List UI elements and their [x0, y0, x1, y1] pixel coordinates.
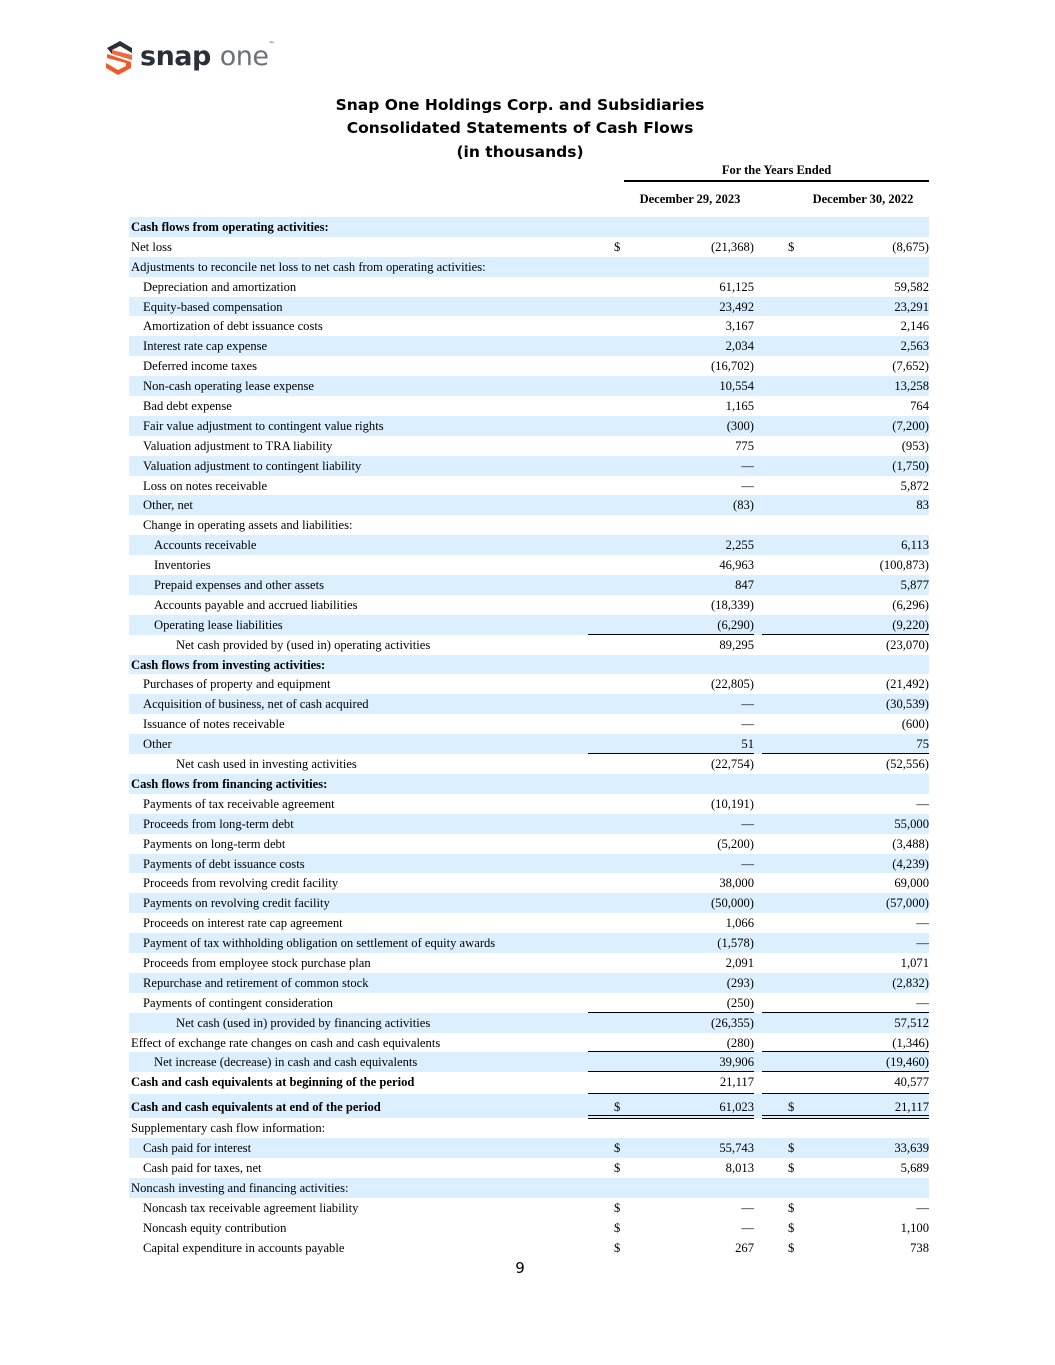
value-2023: —: [741, 458, 754, 473]
table-row: [129, 814, 929, 834]
value-2023: —: [741, 1220, 754, 1235]
table-row: [129, 376, 929, 396]
subtotal-rule: [588, 1071, 754, 1072]
row-label: Net cash used in investing activities: [176, 757, 357, 772]
table-row: [129, 774, 929, 794]
currency-symbol: $: [614, 1240, 621, 1255]
row-label: Issuance of notes receivable: [143, 717, 285, 732]
value-2022: (3,488): [892, 836, 929, 851]
value-2023: 46,963: [719, 558, 754, 573]
value-2023: —: [741, 1200, 754, 1215]
table-row: [129, 635, 929, 655]
row-label: Deferred income taxes: [143, 359, 257, 374]
value-2023: 8,013: [725, 1160, 754, 1175]
table-row: [129, 873, 929, 893]
statement-title: Consolidated Statements of Cash Flows: [346, 119, 694, 138]
subtotal-rule: [588, 753, 754, 754]
value-2022: (100,873): [879, 558, 929, 573]
value-2023: 21,117: [719, 1075, 754, 1090]
row-label: Depreciation and amortization: [143, 279, 297, 294]
value-2023: (22,805): [710, 677, 754, 692]
value-2023: —: [741, 816, 754, 831]
currency-symbol: $: [788, 1220, 795, 1235]
value-2023: 89,295: [719, 637, 754, 652]
value-2022: 6,113: [901, 538, 929, 553]
value-2022: 13,258: [894, 379, 929, 394]
value-2022: —: [916, 1200, 929, 1215]
table-row: [129, 456, 929, 476]
value-2022: —: [916, 936, 929, 951]
table-row: [129, 655, 929, 675]
table-row: [129, 1138, 929, 1158]
row-label: Valuation adjustment to TRA liability: [143, 438, 333, 453]
table-row: [129, 794, 929, 814]
value-2022: (8,675): [892, 239, 929, 254]
value-2022: (23,070): [885, 637, 929, 652]
table-row: [129, 495, 929, 515]
cash-flow-table: [129, 217, 929, 1257]
value-2023: (300): [726, 418, 754, 433]
logo-trademark: ™: [268, 40, 274, 48]
table-row: [129, 416, 929, 436]
logo-text-snap: snap: [140, 40, 211, 72]
value-2023: 10,554: [719, 379, 754, 394]
value-2022: 1,071: [900, 955, 929, 970]
value-2023: —: [741, 717, 754, 732]
value-2022: (7,652): [892, 359, 929, 374]
table-row: [129, 1072, 929, 1092]
currency-symbol: $: [614, 1160, 621, 1175]
row-label: Inventories: [154, 558, 211, 573]
value-2022: (600): [901, 717, 929, 732]
period-header-rule: [624, 180, 929, 182]
table-row: [129, 595, 929, 615]
value-2023: (16,702): [710, 359, 754, 374]
subtotal-rule: [762, 1012, 929, 1013]
table-row: [129, 237, 929, 257]
value-2023: —: [741, 697, 754, 712]
row-label: Prepaid expenses and other assets: [154, 578, 324, 593]
table-row: [129, 555, 929, 575]
table-row: [129, 1013, 929, 1033]
row-label: Payments on long-term debt: [143, 836, 286, 851]
currency-symbol: $: [614, 1141, 621, 1156]
value-2022: 75: [916, 737, 929, 752]
snap-one-logo: [104, 40, 274, 76]
row-label: Operating lease liabilities: [154, 617, 283, 632]
value-2022: 23,291: [894, 299, 929, 314]
value-2022: (9,220): [892, 617, 929, 632]
value-2022: (19,460): [885, 1055, 929, 1070]
row-label: Other, net: [143, 498, 193, 513]
subtotal-rule: [588, 1012, 754, 1013]
row-label: Payment of tax withholding obligation on settlement of equity awards: [143, 936, 496, 951]
row-label: Cash and cash equivalents at end of the period: [131, 1100, 381, 1115]
value-2023: 2,091: [725, 955, 754, 970]
row-label: Noncash investing and financing activities:: [131, 1180, 349, 1195]
value-2022: (4,239): [892, 856, 929, 871]
value-2022: 5,689: [900, 1160, 929, 1175]
row-label: Noncash tax receivable agreement liability: [143, 1200, 359, 1215]
table-row: [129, 1178, 929, 1198]
value-2023: (5,200): [717, 836, 754, 851]
table-row: [129, 356, 929, 376]
row-label: Other: [143, 737, 172, 752]
row-label: Amortization of debt issuance costs: [143, 319, 323, 334]
table-row: [129, 277, 929, 297]
table-row: [129, 1218, 929, 1238]
subtotal-rule: [588, 1051, 754, 1052]
table-row: [129, 575, 929, 595]
value-2023: 38,000: [719, 876, 754, 891]
logo-wordmark: [140, 41, 274, 72]
value-2023: (6,290): [717, 617, 754, 632]
table-row: [129, 476, 929, 496]
currency-symbol: $: [788, 1100, 795, 1115]
table-row: [129, 893, 929, 913]
value-2022: —: [916, 995, 929, 1010]
row-label: Proceeds from employee stock purchase plan: [143, 955, 371, 970]
value-2022: 5,872: [900, 478, 929, 493]
value-2022: (21,492): [885, 677, 929, 692]
value-2023: 1,165: [725, 399, 754, 414]
snap-one-s-mark-icon: [104, 40, 134, 76]
row-label: Proceeds from long-term debt: [143, 816, 294, 831]
value-2023: 2,255: [725, 538, 754, 553]
row-label: Accounts payable and accrued liabilities: [154, 597, 358, 612]
table-row: [129, 257, 929, 277]
row-label: Loss on notes receivable: [143, 478, 268, 493]
value-2023: 51: [741, 737, 754, 752]
table-row: [129, 316, 929, 336]
value-2022: (57,000): [885, 896, 929, 911]
row-label: Noncash equity contribution: [143, 1220, 287, 1235]
row-label: Non-cash operating lease expense: [143, 379, 314, 394]
row-label: Cash and cash equivalents at beginning of the period: [131, 1075, 415, 1090]
subtotal-rule: [762, 634, 929, 635]
table-row: [129, 913, 929, 933]
column-header-2022: December 30, 2022: [812, 192, 914, 206]
row-label: Cash paid for interest: [143, 1141, 252, 1156]
row-label: Bad debt expense: [143, 399, 232, 414]
row-label: Payments of tax receivable agreement: [143, 796, 335, 811]
value-2022: 33,639: [894, 1141, 929, 1156]
currency-symbol: $: [788, 1141, 795, 1156]
value-2022: 83: [916, 498, 929, 513]
row-label: Payments of contingent consideration: [143, 995, 333, 1010]
value-2022: (7,200): [892, 418, 929, 433]
document-title-block: [0, 94, 1040, 164]
table-row: [129, 396, 929, 416]
value-2023: 61,125: [719, 279, 754, 294]
value-2022: 738: [910, 1240, 929, 1255]
period-header: For the Years Ended: [721, 163, 832, 177]
table-row: [129, 674, 929, 694]
table-row: [129, 297, 929, 317]
value-2023: (22,754): [710, 757, 754, 772]
table-row: [129, 535, 929, 555]
table-row: [129, 933, 929, 953]
row-label: Acquisition of business, net of cash acquired: [143, 697, 369, 712]
table-row: [129, 436, 929, 456]
value-2023: 267: [735, 1240, 754, 1255]
value-2022: 40,577: [894, 1075, 929, 1090]
value-2023: —: [741, 478, 754, 493]
row-label: Proceeds on interest rate cap agreement: [143, 916, 343, 931]
value-2023: (50,000): [710, 896, 754, 911]
currency-symbol: $: [788, 1160, 795, 1175]
table-row: [129, 714, 929, 734]
table-row: [129, 336, 929, 356]
value-2022: (1,346): [892, 1035, 929, 1050]
table-row: [129, 854, 929, 874]
currency-symbol: $: [614, 239, 621, 254]
value-2022: 55,000: [894, 816, 929, 831]
row-label: Cash flows from financing activities:: [131, 776, 328, 791]
total-top-rule: [762, 1093, 929, 1094]
row-label: Net increase (decrease) in cash and cash equivalents: [154, 1055, 418, 1070]
value-2022: 59,582: [894, 279, 929, 294]
value-2023: 3,167: [725, 319, 754, 334]
row-label: Supplementary cash flow information:: [131, 1121, 326, 1136]
value-2022: (1,750): [892, 458, 929, 473]
row-label: Proceeds from revolving credit facility: [143, 876, 339, 891]
page-number: 9: [515, 1259, 525, 1277]
value-2022: (30,539): [885, 697, 929, 712]
table-row: [129, 217, 929, 237]
currency-symbol: $: [788, 1240, 795, 1255]
column-header-2023: December 29, 2023: [639, 192, 741, 206]
subtotal-rule: [762, 1071, 929, 1072]
value-2022: —: [916, 916, 929, 931]
value-2023: (293): [726, 975, 754, 990]
value-2023: 61,023: [719, 1100, 754, 1115]
table-row: [129, 1094, 929, 1118]
value-2023: (18,339): [710, 597, 754, 612]
table-row: [129, 1033, 929, 1053]
value-2022: (52,556): [885, 757, 929, 772]
table-row: [129, 1198, 929, 1218]
value-2022: (953): [901, 438, 929, 453]
table-row: [129, 694, 929, 714]
value-2022: 2,146: [900, 319, 929, 334]
units-note: (in thousands): [456, 142, 584, 161]
currency-symbol: $: [614, 1220, 621, 1235]
row-label: Cash flows from investing activities:: [131, 657, 326, 672]
row-label: Payments on revolving credit facility: [143, 896, 330, 911]
value-2022: 69,000: [894, 876, 929, 891]
table-row: [129, 754, 929, 774]
row-label: Interest rate cap expense: [143, 339, 268, 354]
value-2023: 775: [735, 438, 754, 453]
value-2023: —: [741, 856, 754, 871]
currency-symbol: $: [614, 1200, 621, 1215]
row-label: Valuation adjustment to contingent liability: [143, 458, 362, 473]
value-2023: (250): [726, 995, 754, 1010]
value-2023: 2,034: [725, 339, 754, 354]
table-row: [129, 615, 929, 635]
table-row: [129, 1158, 929, 1178]
table-row: [129, 973, 929, 993]
currency-symbol: $: [788, 1200, 795, 1215]
table-row: [129, 1238, 929, 1258]
row-label: Net loss: [131, 239, 172, 254]
value-2023: (10,191): [710, 796, 754, 811]
row-label: Capital expenditure in accounts payable: [143, 1240, 345, 1255]
row-label: Cash flows from operating activities:: [131, 220, 329, 234]
total-top-rule: [588, 1093, 754, 1094]
row-label: Payments of debt issuance costs: [143, 856, 305, 871]
row-label: Repurchase and retirement of common stock: [143, 975, 369, 990]
value-2023: 23,492: [719, 299, 754, 314]
value-2022: 5,877: [900, 578, 929, 593]
currency-symbol: $: [614, 1100, 621, 1115]
subtotal-rule: [762, 753, 929, 754]
row-label: Adjustments to reconcile net loss to net cash from operating activities:: [131, 259, 486, 274]
company-name: Snap One Holdings Corp. and Subsidiaries: [335, 96, 705, 114]
table-row: [129, 515, 929, 535]
row-label: Cash paid for taxes, net: [143, 1160, 262, 1175]
value-2022: 2,563: [900, 339, 929, 354]
row-label: Purchases of property and equipment: [143, 677, 331, 692]
value-2022: 1,100: [900, 1220, 929, 1235]
value-2023: (21,368): [710, 239, 754, 254]
table-row: [129, 834, 929, 854]
value-2023: (280): [726, 1035, 754, 1050]
value-2022: —: [916, 796, 929, 811]
row-label: Change in operating assets and liabilities:: [143, 518, 353, 533]
table-row: [129, 953, 929, 973]
row-label: Accounts receivable: [154, 538, 257, 553]
table-row: [129, 1118, 929, 1138]
table-row: [129, 993, 929, 1013]
subtotal-rule: [762, 1051, 929, 1052]
value-2022: 21,117: [894, 1100, 929, 1115]
row-label: Net cash provided by (used in) operating activities: [176, 637, 431, 652]
row-label: Equity-based compensation: [143, 299, 283, 314]
value-2023: (1,578): [717, 936, 754, 951]
currency-symbol: $: [788, 239, 795, 254]
value-2022: (6,296): [892, 597, 929, 612]
value-2023: 847: [735, 578, 754, 593]
subtotal-rule: [588, 634, 754, 635]
value-2022: 764: [910, 399, 929, 414]
value-2022: (2,832): [892, 975, 929, 990]
table-row: [129, 734, 929, 754]
logo-text-one: one: [219, 40, 269, 72]
value-2022: 57,512: [894, 1015, 929, 1030]
value-2023: (26,355): [710, 1015, 754, 1030]
row-label: Net cash (used in) provided by financing activities: [176, 1015, 431, 1030]
row-label: Effect of exchange rate changes on cash and cash equivalents: [131, 1035, 441, 1050]
value-2023: (83): [733, 498, 754, 513]
value-2023: 1,066: [725, 916, 754, 931]
value-2023: 55,743: [719, 1141, 754, 1156]
table-row: [129, 1052, 929, 1072]
value-2023: 39,906: [719, 1055, 754, 1070]
row-label: Fair value adjustment to contingent value rights: [143, 418, 384, 433]
